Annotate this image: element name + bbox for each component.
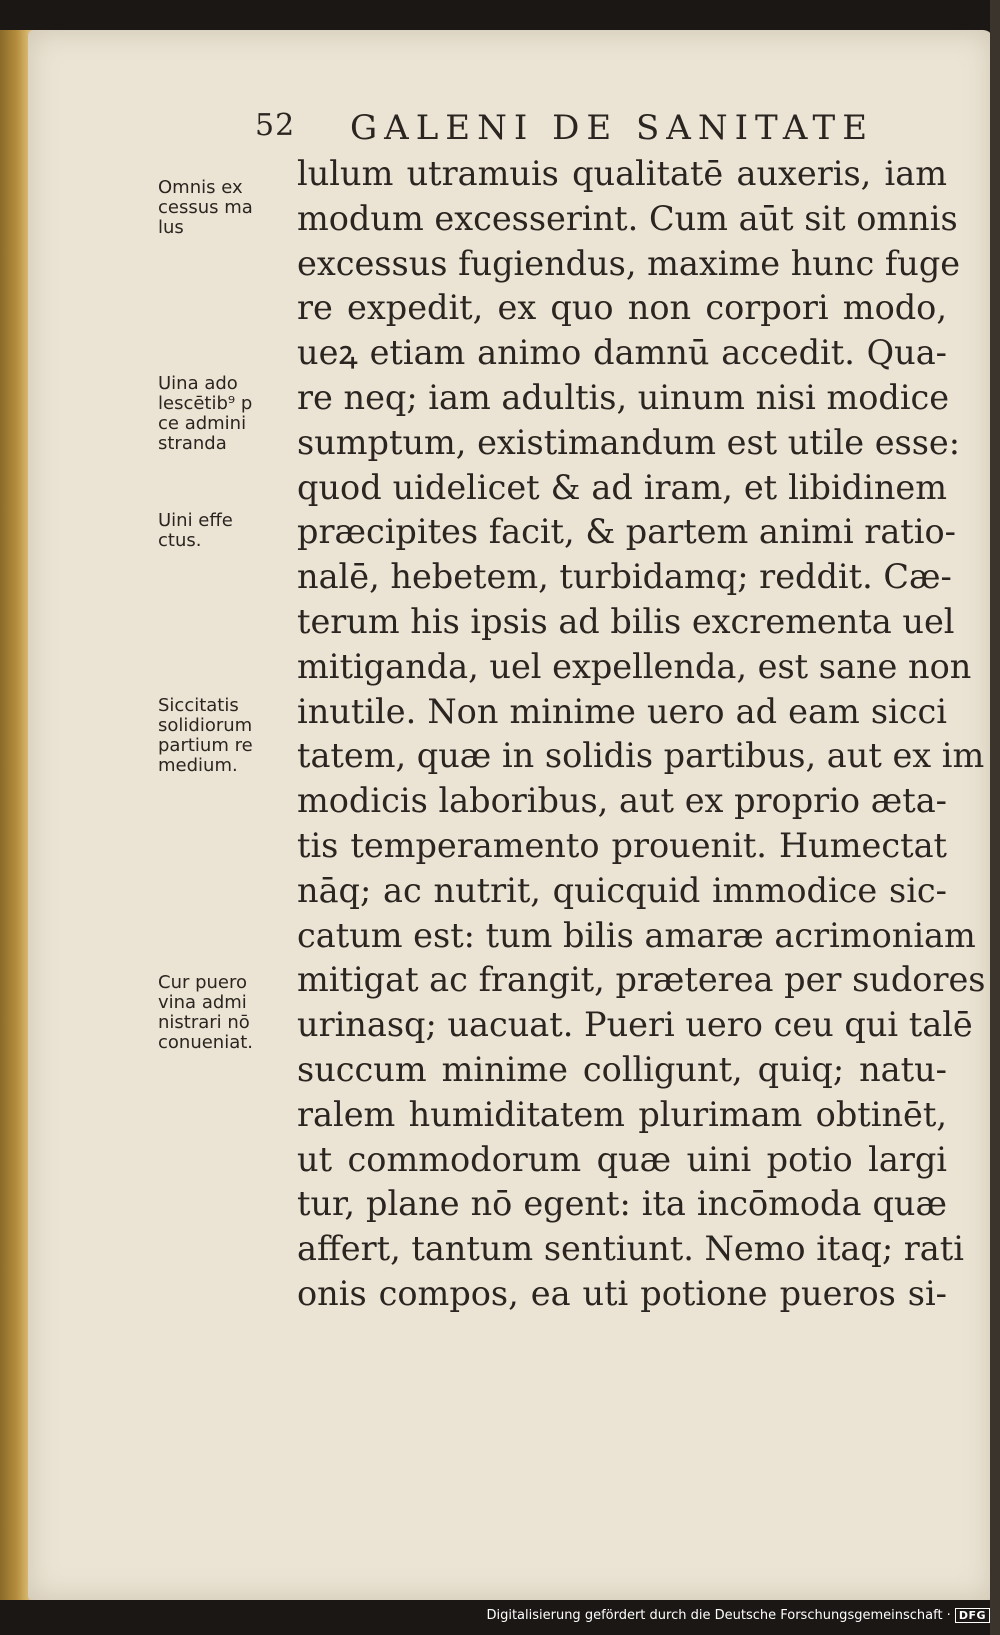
text-line: ralem humiditatem plurimam obtinēt, bbox=[297, 1094, 947, 1134]
text-line: terum his ipsis ad bilis excrementa uel bbox=[297, 601, 955, 641]
credit-text: Digitalisierung gefördert durch die Deutsche Forschungsgemeinschaft · bbox=[486, 1607, 951, 1623]
text-line: nāq; ac nutrit, quicquid immodice sic- bbox=[297, 870, 947, 910]
margin-note: Cur puero vina admi nistrari nō conueniat. bbox=[158, 972, 254, 1053]
text-line: excessus fugiendus, maxime hunc fuge bbox=[297, 243, 961, 283]
text-line: tis temperamento prouenit. Humectat bbox=[297, 825, 947, 865]
text-line: onis compos, ea uti potione pueros si- bbox=[297, 1273, 947, 1313]
running-title: GALENI DE SANITATE bbox=[350, 108, 875, 148]
text-line: ueꝝ etiam animo damnū accedit. Qua- bbox=[297, 333, 947, 373]
text-line: sumptum, existimandum est utile esse: bbox=[297, 422, 961, 462]
text-line: re expedit, ex quo non corpori modo, bbox=[297, 288, 947, 328]
scan-right-border bbox=[990, 0, 1000, 1635]
text-line: tur, plane nō egent: ita incōmoda quæ bbox=[297, 1184, 947, 1224]
text-line: tatem, quæ in solidis partibus, aut ex im bbox=[297, 736, 985, 776]
text-line: re neq; iam adultis, uinum nisi modice bbox=[297, 377, 950, 417]
margin-note: Siccitatis solidiorum partium re medium. bbox=[158, 695, 253, 776]
text-line: affert, tantum sentiunt. Nemo itaq; rati bbox=[297, 1229, 964, 1269]
text-line: præcipites facit, & partem animi ratio- bbox=[297, 512, 956, 552]
body-text bbox=[297, 152, 986, 1317]
digitization-credit bbox=[486, 1603, 990, 1627]
text-line: modicis laboribus, aut ex proprio æta- bbox=[297, 781, 947, 821]
text-line: ut commodorum quæ uini potio largi bbox=[297, 1139, 947, 1179]
text-line: modum excesserint. Cum aūt sit omnis bbox=[297, 198, 958, 238]
text-line: nalē, hebetem, turbidamq; reddit. Cæ- bbox=[297, 557, 952, 597]
margin-note: Omnis ex cessus ma lus bbox=[158, 177, 253, 238]
page-number: 52 bbox=[255, 108, 296, 143]
margin-note: Uini effe ctus. bbox=[158, 510, 233, 551]
margin-note: Uina ado lescētib⁹ p ce admini stranda bbox=[158, 373, 253, 454]
text-line: mitigat ac frangit, præterea per sudores bbox=[297, 960, 986, 1000]
text-line: lulum utramuis qualitatē auxeris, iam bbox=[297, 154, 947, 193]
text-line: inutile. Non minime uero ad eam sicci bbox=[297, 691, 947, 731]
text-line: catum est: tum bilis amaræ acrimoniam bbox=[297, 915, 976, 955]
text-line: quod uidelicet & ad iram, et libidinem bbox=[297, 467, 947, 507]
text-line: mitiganda, uel expellenda, est sane non bbox=[297, 646, 972, 686]
dfg-logo: DFG bbox=[955, 1608, 990, 1623]
text-line: succum minime colligunt, quiq; natu- bbox=[297, 1049, 947, 1089]
text-line: urinasq; uacuat. Pueri uero ceu qui talē bbox=[297, 1005, 973, 1045]
